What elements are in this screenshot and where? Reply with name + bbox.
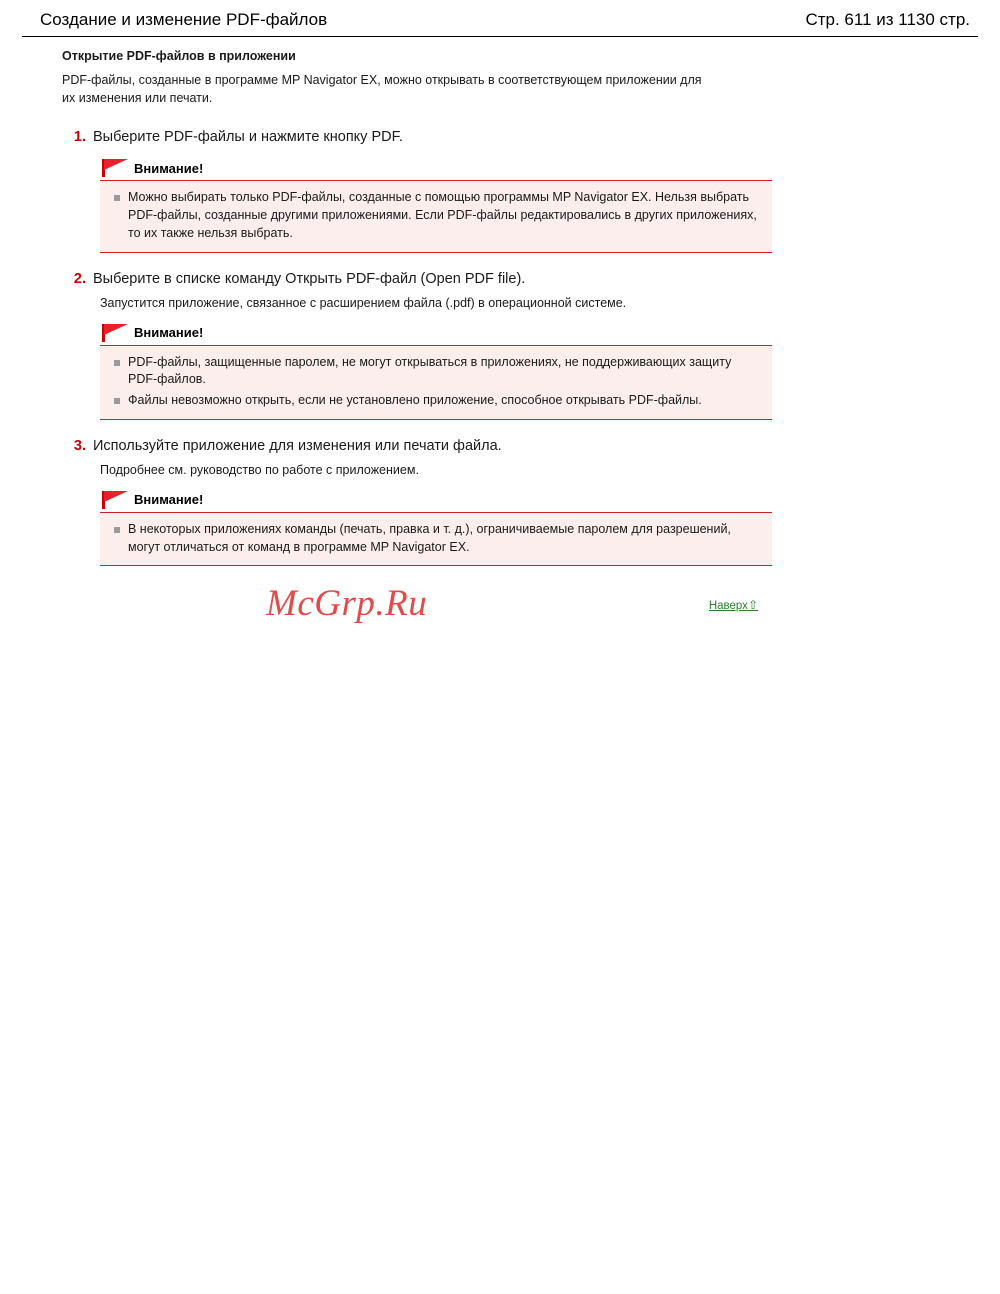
step-3-head — [62, 438, 940, 454]
step-3-caution-head — [100, 491, 772, 509]
step-3-subtext: Подробнее см. руководство по работе с приложением. — [100, 462, 419, 477]
bullet-square-icon — [114, 360, 120, 366]
bullet-square-icon — [114, 195, 120, 201]
document-content — [0, 37, 1000, 632]
step-2 — [62, 271, 940, 420]
step-3-number: 3. — [73, 437, 86, 454]
warning-flag-icon — [100, 491, 130, 509]
step-3-caution — [100, 491, 772, 567]
step-2-text: Выберите в списке команду Открыть PDF-файл (Open PDF file). — [93, 270, 526, 287]
step-2-caution-body — [100, 345, 772, 420]
step-3-caution-label: Внимание! — [134, 492, 204, 508]
step-1-head — [62, 129, 940, 145]
step-2-number: 2. — [73, 270, 86, 287]
step-1-number: 1. — [73, 129, 86, 146]
header-page-info: Стр. 611 из 1130 стр. — [805, 10, 970, 29]
warning-flag-icon — [100, 159, 130, 177]
step-3 — [62, 438, 940, 567]
step-2-head — [62, 271, 940, 287]
section-title: Открытие PDF-файлов в приложении — [62, 49, 296, 63]
step-2-caution — [100, 324, 772, 420]
step-2-subtext: Запустится приложение, связанное с расширением файла (.pdf) в операционной системе. — [100, 295, 627, 310]
back-to-top-label: Наверх — [708, 600, 748, 613]
section-intro: PDF-файлы, созданные в программе MP Navigator EX, можно открывать в соответствующем приложении для их изменения или печати. — [62, 73, 702, 106]
step-2-caution-label: Внимание! — [134, 325, 204, 340]
step-1-caution-label: Внимание! — [134, 160, 204, 176]
step-1-text: Выберите PDF-файлы и нажмите кнопку PDF. — [93, 129, 403, 146]
bullet-square-icon — [114, 527, 120, 533]
step-3-caution-body — [100, 512, 772, 567]
list-item — [114, 189, 762, 242]
step-1-caution-head — [100, 159, 772, 177]
warning-flag-icon — [100, 324, 130, 342]
step-3-text: Используйте приложение для изменения или печати файла. — [93, 437, 502, 454]
list-item-text: Файлы невозможно открыть, если не установлено приложение, способное открывать PDF-файлы. — [128, 393, 702, 407]
arrow-up-icon: ⇧ — [747, 598, 758, 613]
list-item — [114, 521, 762, 557]
header-title: Создание и изменение PDF-файлов — [40, 10, 328, 29]
list-item-text: Можно выбирать только PDF-файлы, созданные с помощью программы MP Navigator EX. Нельзя выбрать PDF-файлы, созданные другими приложениями. Если PDF-файлы редактировались в других приложениях, то их также нельзя выбрать. — [128, 190, 757, 240]
list-item — [114, 354, 762, 390]
list-item-text: В некоторых приложениях команды (печать, правка и т. д.), ограничиваемые паролем для разрешений, могут отличаться от команд в программе MP Navigator EX. — [128, 521, 731, 554]
page-header — [0, 0, 1000, 30]
watermark-logo: McGrp.Ru — [266, 583, 428, 625]
step-1-caution — [100, 159, 772, 252]
step-1 — [62, 129, 940, 252]
step-2-caution-head — [100, 324, 772, 342]
page-footer — [100, 584, 772, 632]
list-item-text: PDF-файлы, защищенные паролем, не могут открываться в приложениях, не поддерживающих защиту PDF-файлов. — [128, 354, 732, 387]
bullet-square-icon — [114, 398, 120, 404]
back-to-top-link[interactable] — [709, 598, 758, 612]
list-item — [114, 392, 762, 410]
step-1-caution-body — [100, 180, 772, 252]
